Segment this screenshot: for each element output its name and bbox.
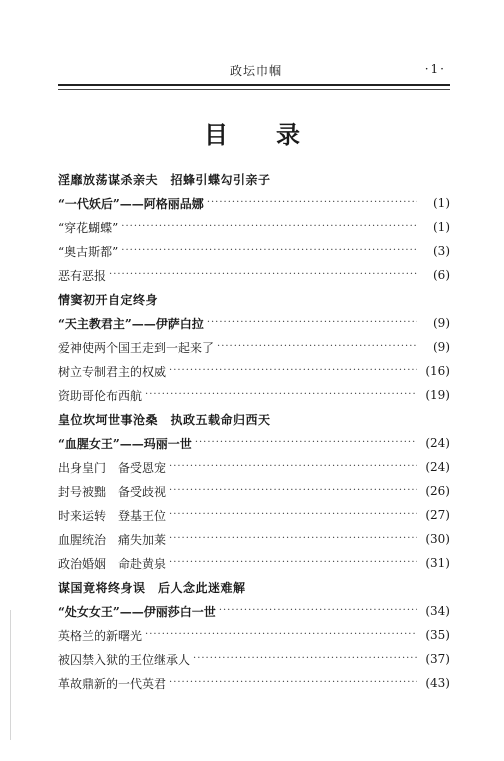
toc-entry (58, 479, 450, 503)
entry-title: 爱神使两个国王走到一起来了 (58, 340, 215, 355)
section-heading-text: 皇位坎坷世事沧桑 执政五载命归西天 (58, 412, 271, 427)
entry-page-number: (35) (425, 628, 450, 642)
entry-title: 血腥统治 痛失加莱 (58, 532, 167, 547)
dot-leader (169, 460, 417, 474)
dot-leader (109, 268, 417, 282)
entry-title: 恶有恶报 (58, 268, 107, 283)
entry-title: 英格兰的新曙光 (58, 628, 143, 643)
entry-page-number: (27) (425, 508, 450, 522)
scan-margin-line (10, 610, 11, 740)
toc-section-heading (58, 575, 450, 599)
table-of-contents (58, 167, 450, 695)
entry-page-number: (16) (425, 364, 450, 378)
toc-entry (58, 551, 450, 575)
dot-leader (169, 508, 417, 522)
entry-title: 出身皇门 备受恩宠 (58, 460, 167, 475)
entry-page-number: (30) (425, 532, 450, 546)
entry-page-number: (1) (433, 196, 450, 210)
entry-page-number: (37) (425, 652, 450, 666)
entry-page-number: (9) (433, 340, 450, 354)
entry-title: 树立专制君主的权威 (58, 364, 167, 379)
running-header (58, 62, 450, 78)
section-heading-text: 情窦初开自定终身 (58, 292, 159, 307)
dot-leader (219, 604, 417, 618)
dot-leader (169, 484, 417, 498)
entry-title: 资助哥伦布西航 (58, 388, 143, 403)
dot-leader (169, 532, 417, 546)
dot-leader (145, 388, 417, 402)
toc-entry (58, 215, 450, 239)
entry-page-number: (43) (425, 676, 450, 690)
entry-title: “天主教君主”——伊萨白拉 (58, 316, 204, 331)
section-heading-text: 淫靡放荡谋杀亲夫 招蜂引蝶勾引亲子 (58, 172, 271, 187)
entry-title: “血腥女王”——玛丽一世 (58, 436, 192, 451)
toc-title: 目录 (204, 120, 348, 149)
entry-page-number: (3) (433, 244, 450, 258)
toc-entry (58, 239, 450, 263)
toc-section-heading (58, 287, 450, 311)
dot-leader (217, 340, 417, 354)
entry-title: “一代妖后”——阿格丽品娜 (58, 196, 204, 211)
entry-title: “奥古斯都” (58, 244, 119, 259)
entry-page-number: (34) (425, 604, 450, 618)
toc-entry (58, 335, 450, 359)
dot-leader (169, 676, 417, 690)
toc-entry (58, 647, 450, 671)
toc-entry (58, 359, 450, 383)
dot-leader (145, 628, 417, 642)
running-title: 政坛巾帼 (230, 64, 283, 78)
toc-section-heading (58, 407, 450, 431)
toc-entry (58, 431, 450, 455)
toc-entry (58, 671, 450, 695)
entry-title: “穿花蝴蝶” (58, 220, 119, 235)
entry-title: “处女女王”——伊丽莎白一世 (58, 604, 216, 619)
toc-entry (58, 263, 450, 287)
section-heading-text: 谋国竟将终身误 后人念此迷难解 (58, 580, 246, 595)
toc-entry (58, 191, 450, 215)
toc-entry (58, 503, 450, 527)
entry-title: 革故鼎新的一代英君 (58, 676, 167, 691)
page-number: ·1· (424, 62, 446, 76)
toc-section-heading (58, 167, 450, 191)
entry-page-number: (1) (433, 220, 450, 234)
entry-title: 时来运转 登基王位 (58, 508, 167, 523)
toc-entry (58, 311, 450, 335)
entry-title: 封号被黜 备受歧视 (58, 484, 167, 499)
entry-page-number: (9) (433, 316, 450, 330)
dot-leader (121, 220, 417, 234)
dot-leader (195, 436, 417, 450)
dot-leader (121, 244, 417, 258)
dot-leader (207, 316, 417, 330)
dot-leader (169, 556, 417, 570)
entry-page-number: (24) (425, 460, 450, 474)
entry-page-number: (31) (425, 556, 450, 570)
entry-page-number: (24) (425, 436, 450, 450)
entry-title: 被囚禁入狱的王位继承人 (58, 652, 191, 667)
entry-page-number: (6) (433, 268, 450, 282)
entry-title: 政治婚姻 命赴黄泉 (58, 556, 167, 571)
toc-entry (58, 527, 450, 551)
dot-leader (193, 652, 417, 666)
toc-entry (58, 599, 450, 623)
header-rule (58, 84, 450, 90)
entry-page-number: (26) (425, 484, 450, 498)
toc-entry (58, 455, 450, 479)
toc-entry (58, 623, 450, 647)
entry-page-number: (19) (425, 388, 450, 402)
dot-leader (207, 196, 417, 210)
toc-entry (58, 383, 450, 407)
dot-leader (169, 364, 417, 378)
